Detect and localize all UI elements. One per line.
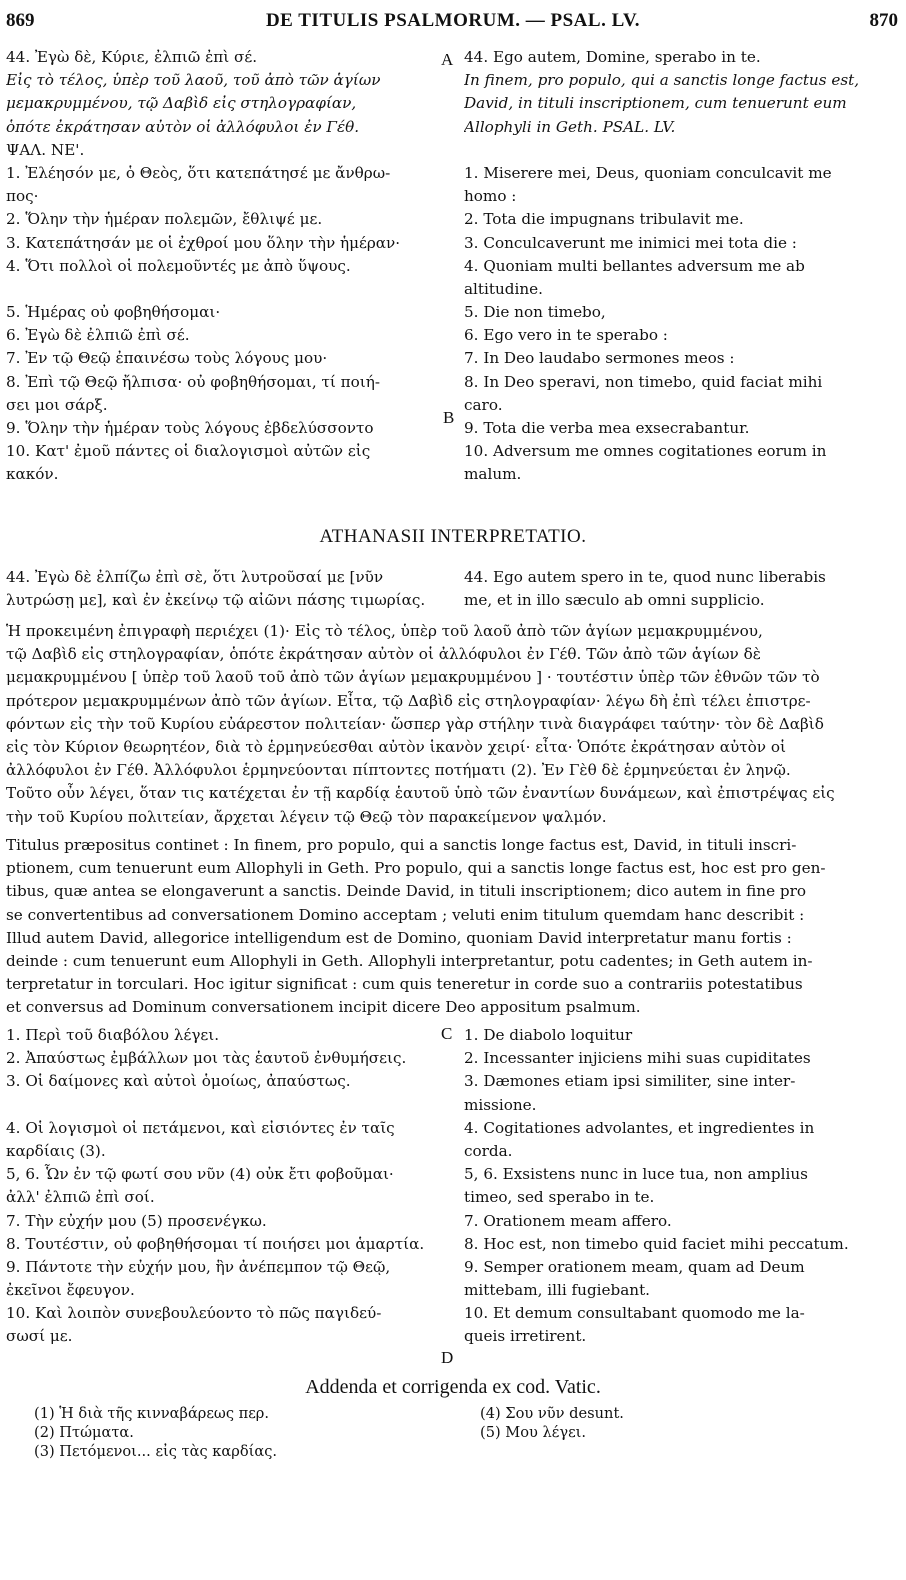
latin-paragraph-line: Illud autem David, allegorice intelligendum est de Domino, quoniam David interpretatur manu fortis : [6,928,792,947]
greek-verse-line: 44. Ἐγὼ δὲ, Κύριε, ἐλπιῶ ἐπὶ σέ. [6,48,258,66]
latin-verse-line: 6. Ego vero in te sperabo : [464,326,668,345]
greek-title-line: ὁπότε ἐκράτησαν αὐτὸν οἱ ἀλλόφυλοι ἐν Γέθ. [6,117,360,136]
greek-verse-line: 7. Τὴν εὐχήν μου (5) προσενέγκω. [6,1211,267,1230]
addenda-note: (3) Πετόμενοι... εἰς τὰς καρδίας. [34,1443,278,1460]
greek-paragraph-line: φόντων εἰς τὴν τοῦ Κυρίου εὐάρεστον πολιτείαν· ὥσπερ γὰρ στήλην τινὰ διαγράφει ταύτην· τὸν δὲ Δαβὶδ [6,714,824,733]
greek-verse-line: 4. Οἱ λογισμοὶ οἱ πετάμενοι, καὶ εἰσιόντες ἐν ταῖς [6,1118,395,1137]
margin-mark-c: C [441,1024,453,1043]
latin-verse-line: altitudine. [464,279,543,298]
greek-verse-line: καρδίαις (3). [6,1141,106,1160]
latin-verse-line: 5. Die non timebo, [464,303,606,322]
latin-verse-line: missione. [464,1095,537,1114]
latin-title-line: David, in tituli inscriptionem, cum tenuerunt eum [464,94,847,113]
greek-paragraph-line: εἰς τὸν Κύριον θεωρητέον, διὰ τὸ ἑρμηνεύεσθαι αὐτὸν ἱκανὸν χειρί· εἶτα· Ὁπότε ἐκράτησαν αὐτὸν οἱ [6,737,786,756]
greek-verse-line: 9. Ὅλην τὴν ἡμέραν τοὺς λόγους ἐβδελύσσοντο [6,419,374,437]
greek-verse-line [6,278,443,301]
latin-paragraph-line: et conversus ad Dominum conversationem incipit dicere Deo appositum psalmum. [6,998,641,1017]
page-number-left: 869 [6,10,35,31]
page-number-right: 870 [869,10,898,31]
greek-paragraph-line: ἀλλόφυλοι ἐν Γέθ. Ἀλλόφυλοι ἑρμηνεύονται πίπτοντες ποτήματι (2). Ἐν Γὲθ δὲ ἑρμηνεύεται ἐν ληνῷ. [6,761,791,780]
addenda-note: (5) Μου λέγει. [480,1424,587,1441]
greek-verse-line: ἀλλ' ἐλπιῶ ἐπὶ σοί. [6,1188,155,1207]
latin-verse-line: mittebam, illi fugiebant. [464,1281,651,1300]
latin-verse-line: timeo, sed sperabo in te. [464,1188,655,1207]
greek-verse-line: 10. Κατ' ἐμοῦ πάντες οἱ διαλογισμοὶ αὐτῶν εἰς [6,442,371,461]
greek-paragraph-line: Τοῦτο οὖν λέγει, ὅταν τις κατέχεται ἐν τῇ καρδίᾳ ἑαυτοῦ ὑπὸ τῶν ἐναντίων δυνάμεων, καὶ ἐπιστρέψας εἰς [6,784,835,803]
greek-verse-line: 5. Ἡμέρας οὐ φοβηθήσομαι· [6,303,221,322]
latin-title-line: Allophyli in Geth. PSAL. LV. [464,117,676,136]
latin-verse-line: 4. Cogitationes advolantes, et ingredientes in [464,1118,815,1137]
latin-verse-line: malum. [464,465,522,484]
greek-verse-line: σει μοι σάρξ. [6,395,108,414]
greek-verse-line: 8. Τουτέστιν, οὐ φοβηθήσομαι τί ποιήσει μοι ἁμαρτία. [6,1234,425,1253]
greek-verse-line: 4. Ὅτι πολλοὶ οἱ πολεμοῦντές με ἀπὸ ὕψους. [6,256,351,275]
latin-paragraph-line: tibus, quæ antea se elongaverunt a sanctis. Deinde David, in tituli inscriptionem; dico autem in fine pro [6,882,807,901]
greek-verse-line: 3. Κατεπάτησάν με οἱ ἐχθροί μου ὅλην τὴν ἡμέραν· [6,233,401,252]
latin-verse-line: 1. De diabolo loquitur [464,1026,633,1044]
greek-verse-line: 2. Ἀπαύστως ἐμβάλλων μοι τὰς ἑαυτοῦ ἐνθυμήσεις. [6,1049,407,1068]
top-latin-column [464,46,882,487]
latin-paragraph-line: ptionem, cum tenuerunt eum Allophyli in Geth. Pro populo, qui a sanctis longe factus est, hoc est pro gen- [6,859,826,878]
latin-verse-line: 2. Incessanter injiciens mihi suas cupiditates [464,1049,811,1068]
latin-verse-line: me, et in illo sæculo ab omni supplicio. [464,591,765,610]
margin-mark-d: D [441,1348,454,1367]
greek-title-line: μεμακρυμμένου, τῷ Δαβὶδ εἰς στηλογραφίαν, [6,94,357,113]
athanasius-greek-column [6,566,443,612]
latin-paragraph-line: se convertentibus ad conversationem Domino acceptam ; veluti enim titulum quemdam hanc describit : [6,905,805,924]
latin-paragraph-line: Titulus præpositus continet : In finem, pro populo, qui a sanctis longe factus est, David, in tituli inscri- [6,836,797,854]
greek-paragraph-line: τῷ Δαβὶδ εἰς στηλογραφίαν, ὁπότε ἐκράτησαν αὐτὸν οἱ ἀλλόφυλοι ἐν Γέθ. Τῶν ἀπὸ τῶν ἁγίων δὲ [6,645,761,664]
section-title: ATHANASII INTERPRETATIO. [319,526,587,547]
addenda-note: (1) Ἡ διὰ τῆς κινναβάρεως περ. [34,1405,270,1422]
latin-paragraph-line: deinde : cum tenuerunt eum Allophyli in Geth. Allophyli interpretantur, potu cadentes; in Geth autem in- [6,951,813,970]
latin-verse-line: 9. Semper orationem meam, quam ad Deum [464,1257,805,1276]
greek-paragraph-line: Ἡ προκειμένη ἐπιγραφὴ περιέχει (1)· Εἰς τὸ τέλος, ὑπὲρ τοῦ λαοῦ ἀπὸ τῶν ἁγίων μεμακρυμμένου, [6,622,763,640]
greek-verse-line: ἐκεῖνοι ἔφευγον. [6,1281,135,1300]
greek-verse-line: 9. Πάντοτε τὴν εὐχήν μου, ἣν ἀνέπεμπον τῷ Θεῷ, [6,1257,391,1276]
bottom-latin-column [464,1024,882,1349]
top-greek-column [6,46,443,487]
running-title: DE TITULIS PSALMORUM. — PSAL. LV. [265,10,641,31]
greek-verse-line: κακόν. [6,465,59,484]
addenda-note: (2) Πτώματα. [34,1424,134,1441]
addenda-right-notes [480,1404,880,1442]
latin-verse-line: 8. Hoc est, non timebo quid faciet mihi peccatum. [464,1234,849,1253]
addenda-title: Addenda et corrigenda ex cod. Vatic. [305,1376,601,1398]
greek-commentary-paragraph [6,620,882,829]
greek-verse-line: 8. Ἐπὶ τῷ Θεῷ ἤλπισα· οὐ φοβηθήσομαι, τί ποιή- [6,372,380,391]
latin-verse-line: queis irretirent. [464,1327,587,1346]
margin-mark-a: A [441,50,454,69]
latin-verse-line: 10. Adversum me omnes cogitationes eorum in [464,442,827,461]
latin-verse-line: 10. Et demum consultabant quomodo me la- [464,1304,805,1323]
latin-verse-line: 3. Conculcaverunt me inimici mei tota die : [464,233,797,252]
latin-verse-line: 2. Tota die impugnans tribulavit me. [464,210,744,229]
latin-verse-line: 7. In Deo laudabo sermones meos : [464,349,735,368]
greek-verse-line: 6. Ἐγὼ δὲ ἐλπιῶ ἐπὶ σέ. [6,326,190,345]
greek-paragraph-line: μεμακρυμμένου [ ὑπὲρ τοῦ λαοῦ τοῦ ἀπὸ τῶν ἁγίων μεμακρυμμένου ] · τουτέστιν ὑπὲρ τῶν ἐθνῶν τῶν τὸ [6,668,820,687]
latin-verse-line: 7. Orationem meam affero. [464,1211,672,1230]
latin-title-line: In finem, pro populo, qui a sanctis longe factus est, [464,71,860,90]
latin-verse-line: 5, 6. Exsistens nunc in luce tua, non amplius [464,1165,808,1184]
greek-verse-line: 1. Ἐλέησόν με, ὁ Θεὸς, ὅτι κατεπάτησέ με ἄνθρω- [6,163,391,182]
greek-verse-line: λυτρώσῃ με], καὶ ἐν ἐκείνῳ τῷ αἰῶνι πάσης τιμωρίας. [6,591,426,610]
latin-verse-line: caro. [464,395,503,414]
latin-paragraph-line: terpretatur in torculari. Hoc igitur significat : cum quis teneretur in corde suo a contrariis potestatibus [6,975,803,994]
latin-verse-line: homo : [464,187,517,206]
greek-paragraph-line: τὴν τοῦ Κυρίου πολιτείαν, ἄρχεται λέγειν τῷ Θεῷ τὸν παρακείμενον ψαλμόν. [6,807,607,826]
greek-verse-line: πος· [6,187,39,206]
greek-verse-line: 10. Καὶ λοιπὸν συνεβουλεύοντο τὸ πῶς παγιδεύ- [6,1304,382,1323]
greek-verse-line: 3. Οἱ δαίμονες καὶ αὐτοὶ ὁμοίως, ἀπαύστως. [6,1072,351,1091]
greek-verse-line [6,1094,443,1117]
bottom-greek-column [6,1024,443,1349]
margin-mark-b: B [443,408,455,427]
latin-verse-line: 4. Quoniam multi bellantes adversum me ab [464,256,805,275]
greek-psalm-number: ΨΑΛ. ΝΕ'. [6,140,85,159]
latin-verse-line: 44. Ego autem, Domine, sperabo in te. [464,48,761,66]
greek-title-line: Εἰς τὸ τέλος, ὑπὲρ τοῦ λαοῦ, τοῦ ἀπὸ τῶν ἁγίων [6,71,381,90]
greek-verse-line: 7. Ἐν τῷ Θεῷ ἐπαινέσω τοὺς λόγους μου· [6,349,328,368]
greek-verse-line: 2. Ὅλην τὴν ἡμέραν πολεμῶν, ἔθλιψέ με. [6,210,323,229]
greek-verse-line: σωσί με. [6,1327,73,1346]
latin-verse-line: 8. In Deo speravi, non timebo, quid faciat mihi [464,372,823,391]
greek-verse-line: 5, 6. Ὧν ἐν τῷ φωτί σου νῦν (4) οὐκ ἔτι φοβοῦμαι· [6,1165,394,1184]
latin-verse-line: corda. [464,1141,513,1160]
latin-verse-line: 9. Tota die verba mea exsecrabantur. [464,419,750,437]
latin-commentary-paragraph [6,834,882,1020]
athanasius-latin-column [464,566,882,612]
latin-verse-line: 3. Dæmones etiam ipsi similiter, sine inter- [464,1072,796,1091]
addenda-left-notes [34,1404,444,1461]
latin-verse-line: 44. Ego autem spero in te, quod nunc liberabis [464,568,826,586]
addenda-note: (4) Σου νῦν desunt. [480,1405,624,1422]
greek-paragraph-line: πρότερον μεμακρυμμένων ἀπὸ τῶν ἁγίων. Εἶτα, τῷ Δαβὶδ εἰς στηλογραφίαν· λέγω δὴ ἐπὶ τέλει ἐπιστρε- [6,691,811,710]
latin-verse-line: 1. Miserere mei, Deus, quoniam conculcavit me [464,163,832,182]
greek-verse-line: 44. Ἐγὼ δὲ ἐλπίζω ἐπὶ σὲ, ὅτι λυτροῦσαί με [νῦν [6,568,384,586]
latin-verse-line [464,139,882,162]
greek-verse-line: 1. Περὶ τοῦ διαβόλου λέγει. [6,1026,220,1044]
